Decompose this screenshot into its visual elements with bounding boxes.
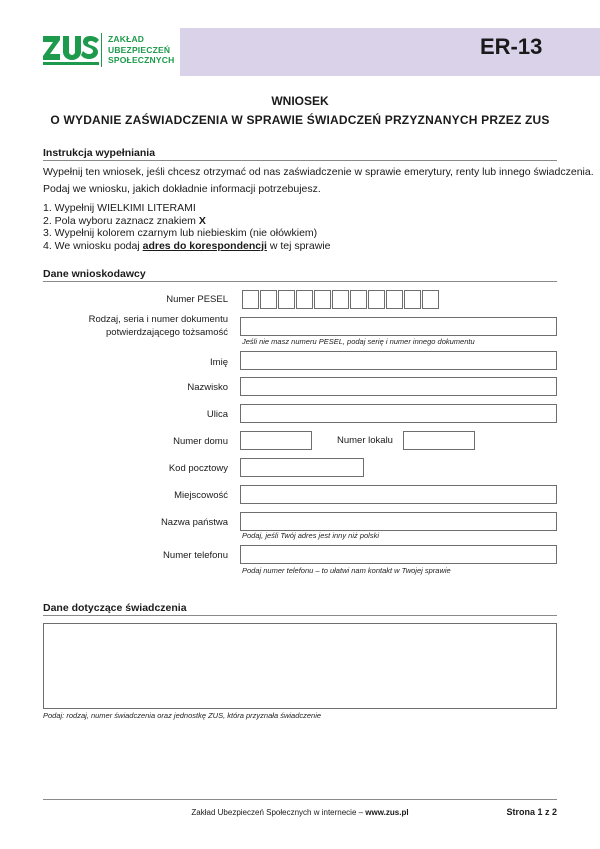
house-number-label: Numer domu: [173, 436, 228, 447]
benefit-rule: [43, 615, 557, 616]
instructions-para-1: Wypełnij ten wniosek, jeśli chcesz otrzymać od nas zaświadczenie w sprawie emerytury, renty lub innego świadczenia.: [43, 166, 594, 178]
list-item: [43, 202, 331, 215]
city-label: Miejscowość: [174, 490, 228, 501]
footer-rule: [43, 799, 557, 800]
instructions-list: [43, 202, 331, 252]
logo-wordmark: [108, 34, 174, 66]
phone-label: Numer telefonu: [163, 550, 228, 561]
logo-separator: [101, 33, 102, 67]
list-item-text: 4. We wniosku podaj: [43, 239, 143, 252]
pesel-digit-box[interactable]: [332, 290, 349, 309]
city-input[interactable]: [240, 485, 557, 504]
pesel-digit-box[interactable]: [368, 290, 385, 309]
logo-line-3: SPOŁECZNYCH: [108, 55, 175, 65]
benefit-heading: Dane dotyczące świadczenia: [43, 602, 187, 614]
benefit-details-textarea[interactable]: [43, 623, 557, 709]
country-label: Nazwa państwa: [160, 517, 228, 528]
last-name-input[interactable]: [240, 377, 557, 396]
footer-link[interactable]: www.zus.pl: [365, 808, 409, 817]
id-document-label: [89, 313, 228, 339]
pesel-digit-box[interactable]: [404, 290, 421, 309]
instructions-para-2: Podaj we wniosku, jakich dokładnie informacji potrzebujesz.: [43, 183, 321, 195]
street-input[interactable]: [240, 404, 557, 423]
list-item: [43, 227, 331, 240]
pesel-digit-box[interactable]: [296, 290, 313, 309]
phone-input[interactable]: [240, 545, 557, 564]
pesel-digit-box[interactable]: [260, 290, 277, 309]
form-title: WNIOSEK: [271, 94, 329, 108]
form-code: ER-13: [480, 34, 543, 59]
list-item-text: w tej sprawie: [266, 239, 331, 252]
list-item: [43, 240, 331, 253]
pesel-digit-box[interactable]: [350, 290, 367, 309]
id-document-hint: Jeśli nie masz numeru PESEL, podaj serię i numer innego dokumentu: [242, 337, 475, 346]
pesel-digit-box[interactable]: [422, 290, 439, 309]
logo-line-2: UBEZPIECZEŃ: [108, 44, 171, 55]
first-name-input[interactable]: [240, 351, 557, 370]
pesel-digit-box[interactable]: [278, 290, 295, 309]
pesel-digit-box[interactable]: [242, 290, 259, 309]
page-number: Strona 1 z 2: [506, 807, 557, 817]
list-item-text: 1. Wypełnij WIELKIMI LITERAMI: [43, 202, 196, 214]
pesel-input[interactable]: [242, 290, 440, 311]
instructions-rule: [43, 160, 557, 161]
postal-code-input[interactable]: [240, 458, 364, 477]
street-label: Ulica: [206, 409, 228, 420]
pesel-digit-box[interactable]: [386, 290, 403, 309]
footer-label: Zakład Ubezpieczeń Społecznych w internecie –: [191, 808, 366, 817]
last-name-label: Nazwisko: [187, 382, 228, 393]
list-item-text: 2. Pola wyboru zaznacz znakiem: [43, 214, 199, 227]
applicant-rule: [43, 281, 557, 282]
zus-logo-icon: [42, 32, 102, 68]
pesel-digit-box[interactable]: [314, 290, 331, 309]
applicant-heading: Dane wnioskodawcy: [43, 268, 146, 280]
list-item-text: 3. Wypełnij kolorem czarnym lub niebieskim (nie ołówkiem): [43, 227, 318, 239]
first-name-label: Imię: [210, 357, 228, 368]
flat-number-input[interactable]: [403, 431, 475, 450]
id-document-label-line-1: Rodzaj, seria i numer dokumentu: [88, 314, 228, 325]
form-subtitle: O WYDANIE ZAŚWIADCZENIA W SPRAWIE ŚWIADCZEŃ PRZYZNANYCH PRZEZ ZUS: [50, 113, 550, 127]
flat-number-label: Numer lokalu: [337, 435, 393, 446]
benefit-hint: Podaj: rodzaj, numer świadczenia oraz jednostkę ZUS, która przyznała świadczenie: [43, 711, 322, 720]
list-item: [43, 215, 331, 228]
id-document-label-line-2: potwierdzającego tożsamość: [106, 327, 228, 338]
id-document-input[interactable]: [240, 317, 557, 336]
checkbox-mark: X: [198, 214, 206, 227]
country-hint: Podaj, jeśli Twój adres jest inny niż polski: [242, 531, 380, 540]
logo-line-1: ZAKŁAD: [108, 34, 145, 44]
instructions-heading: Instrukcja wypełniania: [43, 147, 156, 159]
country-input[interactable]: [240, 512, 557, 531]
postal-code-label: Kod pocztowy: [168, 463, 228, 474]
phone-hint: Podaj numer telefonu – to ułatwi nam kontakt w Twojej sprawie: [242, 566, 451, 575]
pesel-label: Numer PESEL: [166, 294, 228, 305]
list-item-emphasis: adres do korespondencji: [142, 239, 267, 252]
house-number-input[interactable]: [240, 431, 312, 450]
